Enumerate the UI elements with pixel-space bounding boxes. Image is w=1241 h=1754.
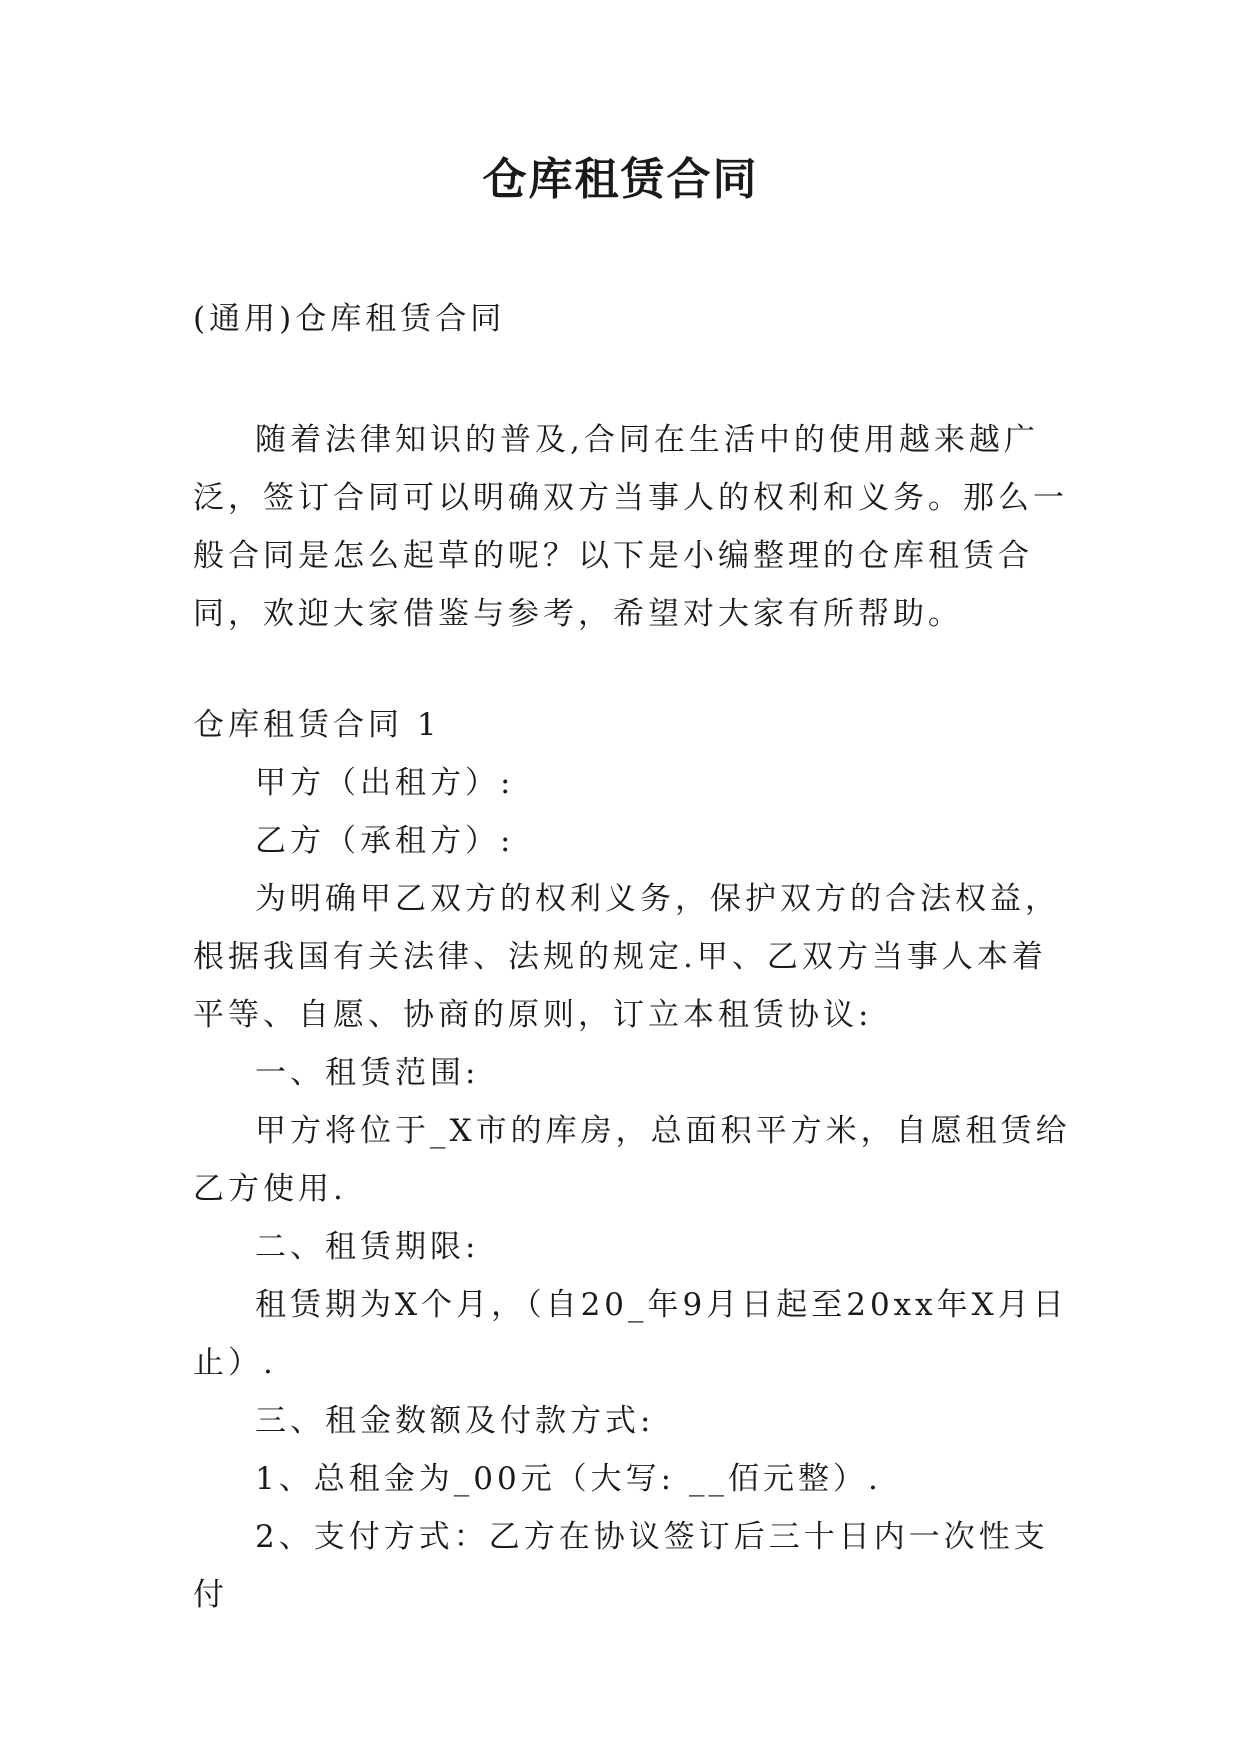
contract-section [193, 696, 1073, 1624]
document-title: 仓库租赁合同 [482, 154, 759, 205]
document-subtitle: (通用)仓库租赁合同 [193, 301, 506, 337]
intro-paragraph: 随着法律知识的普及,合同在生活中的使用越来越广泛，签订合同可以明确双方当事人的权利和义务。那么一般合同是怎么起草的呢？以下是小编整理的仓库租赁合同，欢迎大家借鉴与参考，希望对大家有所帮助。 [193, 422, 1068, 632]
clause-heading-scope: 一、租赁范围: [255, 1055, 480, 1091]
preamble-paragraph: 为明确甲乙双方的权利义务，保护双方的合法权益，根据我国有关法律、法规的规定.甲、乙双方当事人本着平等、自愿、协商的原则，订立本租赁协议: [193, 881, 1060, 1033]
clause-rent-payment: 2、支付方式：乙方在协议签订后三十日内一次性支付 [193, 1519, 1049, 1613]
clause-rent-total: 1、总租金为_00元（大写: __佰元整）. [255, 1461, 882, 1497]
clause-heading-term: 二、租赁期限: [255, 1229, 480, 1265]
section-heading: 仓库租赁合同 1 [193, 707, 441, 743]
clause-term-text: 租赁期为X个月，（自20_年9月日起至20xx年X月日止）. [193, 1287, 1068, 1381]
party-b-line: 乙方（承租方）: [255, 823, 515, 859]
party-a-line: 甲方（出租方）: [255, 765, 515, 801]
clause-heading-rent: 三、租金数额及付款方式: [255, 1403, 655, 1439]
clause-scope-text: 甲方将位于_X市的库房，总面积平方米，自愿租赁给乙方使用. [193, 1113, 1071, 1207]
